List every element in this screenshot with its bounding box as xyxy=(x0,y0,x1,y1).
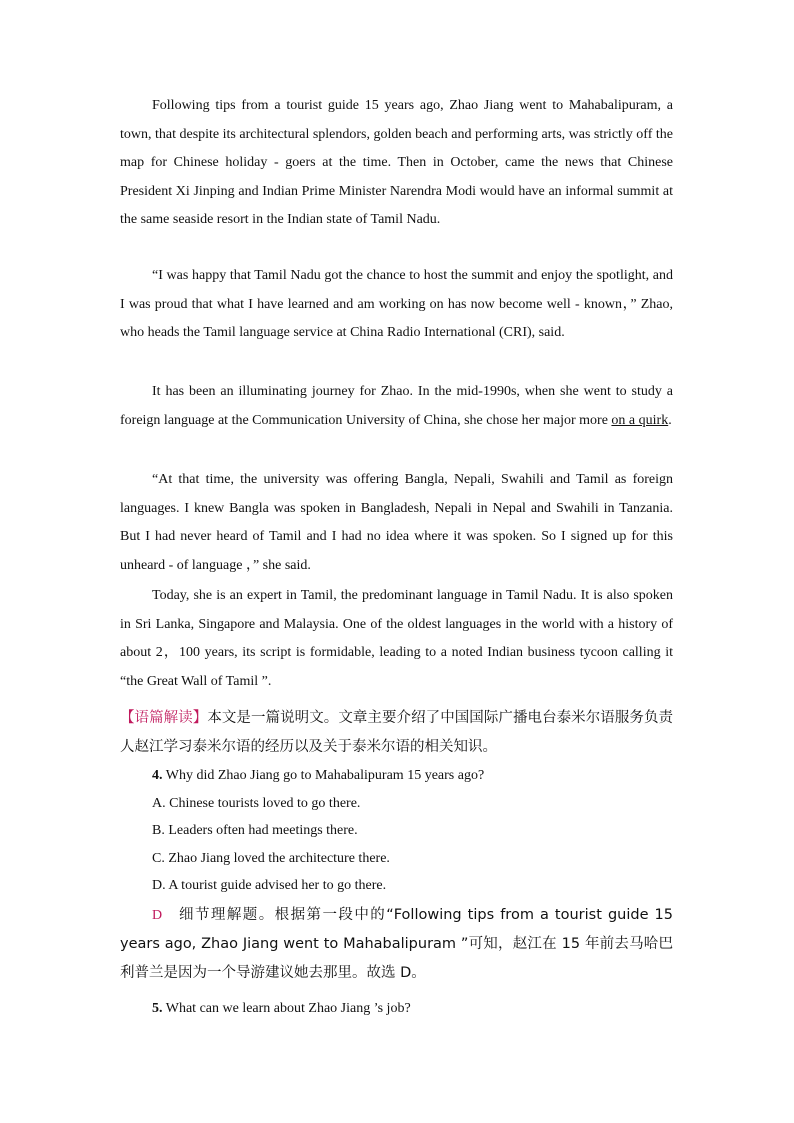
question-4-number: 4. xyxy=(152,768,163,783)
passage-paragraph-2: “I was happy that Tamil Nadu got the chance to host the summit and enjoy the spotlight, and I was proud that what I have learned and am working on has now become well - known，” Zhao, who heads the Tamil language service at China Radio International (CRI), said. xyxy=(120,268,673,340)
question-4-option-d: D. A tourist guide advised her to go there. xyxy=(152,878,387,893)
question-4-explanation-text: 细节理解题。根据第一段中的“Following tips from a tourist guide 15 years ago, Zhao Jiang went to Mahabalipuram ”可知，赵江在 15 年前去马哈巴利普兰是因为一个导游建议她去那里。故选 D。 xyxy=(120,907,674,981)
passage-analysis xyxy=(120,704,673,762)
question-4-option-b: B. Leaders often had meetings there. xyxy=(152,823,358,838)
question-5 xyxy=(152,1000,411,1018)
passage-paragraph-3 xyxy=(120,378,673,435)
passage-paragraph-1: Following tips from a tourist guide 15 years ago, Zhao Jiang went to Mahabalipuram, a town, that despite its architectural splendors, golden beach and performing arts, was strictly off the map for Chinese holiday - goers at the time. Then in October, came the news that Chinese President Xi Jinping and Indian Prime Minister Narendra Modi would have an informal summit at the same seaside resort in the Indian state of Tamil Nadu. xyxy=(120,98,673,227)
passage-paragraph-4: “At that time, the university was offering Bangla, Nepali, Swahili and Tamil as foreign languages. I knew Bangla was spoken in Bangladesh, Nepali in Nepal and Swahili in Tanzania. But I had never heard of Tamil and I had no idea where it was spoken. So I signed up for this unheard - of language ，” she said. xyxy=(120,472,673,573)
question-4-stem: Why did Zhao Jiang go to Mahabalipuram 15 years ago? xyxy=(162,768,485,783)
question-4-answer: D xyxy=(152,908,163,923)
question-4 xyxy=(152,767,484,785)
analysis-tag: 【语篇解读】 xyxy=(120,710,208,726)
passage-paragraph-5: Today, she is an expert in Tamil, the predominant language in Tamil Nadu. It is also spoken in Sri Lanka, Singapore and Malaysia. One of the oldest languages in the world with a history of about 2，100 years, its script is formidable, leading to a noted Indian business tycoon calling it “the Great Wall of Tamil ”. xyxy=(120,588,673,689)
question-4-explanation xyxy=(120,901,673,988)
question-4-option-a: A. Chinese tourists loved to go there. xyxy=(152,796,361,811)
analysis-text: 本文是一篇说明文。文章主要介绍了中国国际广播电台泰米尔语服务负责人赵江学习泰米尔语的经历以及关于泰米尔语的相关知识。 xyxy=(120,710,674,755)
paragraph-3-text: It has been an illuminating journey for Zhao. In the mid-1990s, when she went to study a foreign language at the Communication University of China, she chose her major more xyxy=(120,384,673,428)
question-4-option-c: C. Zhao Jiang loved the architecture there. xyxy=(152,851,390,866)
question-5-number: 5. xyxy=(152,1001,163,1016)
paragraph-3-end: . xyxy=(668,412,672,428)
question-5-stem: What can we learn about Zhao Jiang ’s job? xyxy=(162,1001,411,1016)
underlined-phrase: on a quirk xyxy=(611,412,669,428)
